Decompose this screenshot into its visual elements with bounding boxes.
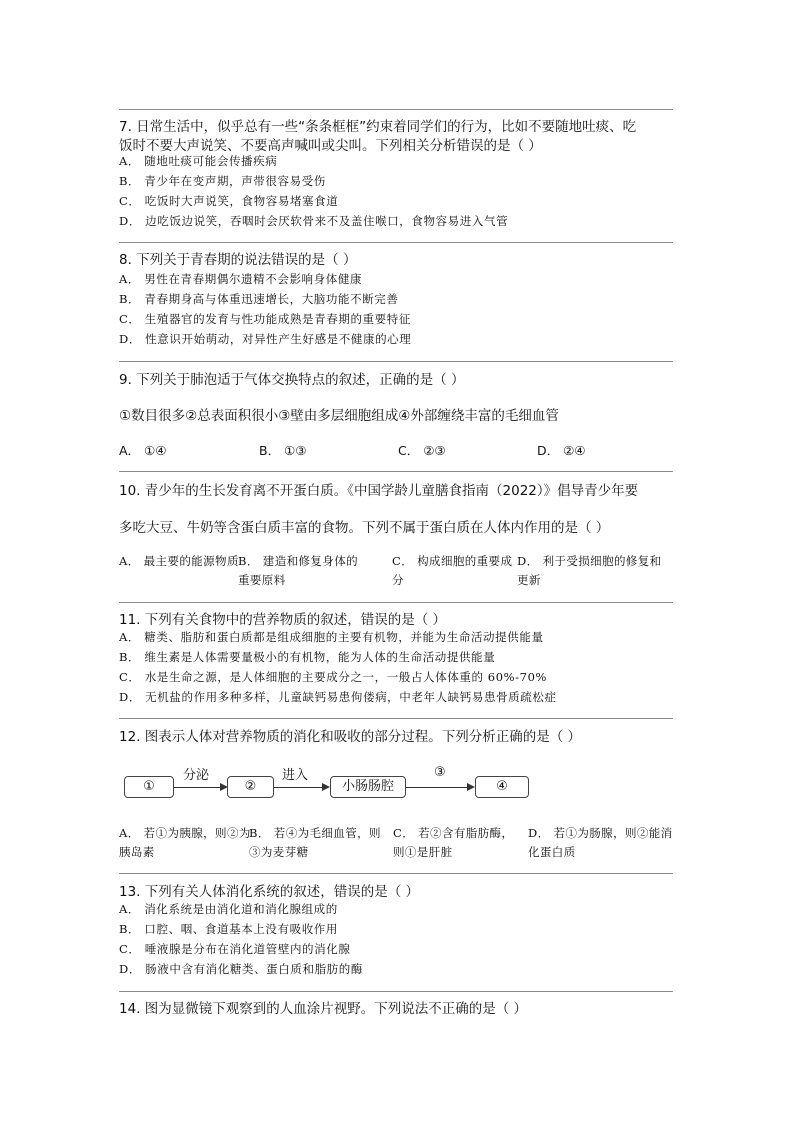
q8-option-d[interactable]: D． 性意识开始萌动，对异性产生好感是不健康的心理 bbox=[119, 332, 412, 346]
q14-stem: 14. 图为显微镜下观察到的人血涂片视野。下列说法不正确的是（ ） bbox=[119, 1001, 528, 1017]
q11-option-a[interactable]: A． 糖类、脂肪和蛋白质都是组成细胞的主要有机物，并能为生命活动提供能量 bbox=[119, 630, 544, 644]
diagram-box-2: ② bbox=[227, 776, 274, 798]
diagram-arrow-3 bbox=[406, 787, 473, 788]
divider bbox=[119, 873, 673, 874]
q9-option-c[interactable]: C． ②③ bbox=[398, 443, 446, 458]
divider bbox=[119, 242, 673, 243]
q10-option-a[interactable]: A． 最主要的能源物质 bbox=[119, 554, 239, 568]
q8-option-c[interactable]: C． 生殖器官的发育与性功能成熟是青春期的重要特征 bbox=[119, 312, 411, 326]
q10-stem-line2: 多吃大豆、牛奶等含蛋白质丰富的食物。下列不属于蛋白质在人体内作用的是（ ） bbox=[119, 520, 610, 536]
divider bbox=[119, 109, 673, 110]
q7-option-b[interactable]: B． 青少年在变声期，声带很容易受伤 bbox=[119, 174, 326, 188]
q7-option-a[interactable]: A． 随地吐痰可能会传播疾病 bbox=[119, 154, 278, 168]
q10-option-d[interactable]: D． 利于受损细胞的修复和更新 bbox=[517, 554, 662, 587]
q12-stem: 12. 图表示人体对营养物质的消化和吸收的部分过程。下列分析正确的是（ ） bbox=[119, 729, 582, 745]
diagram-arrow-1 bbox=[174, 787, 226, 788]
divider bbox=[119, 471, 673, 472]
q10-option-b[interactable]: B． 建造和修复身体的重要原料 bbox=[238, 554, 359, 587]
q8-option-a[interactable]: A． 男性在青春期偶尔遗精不会影响身体健康 bbox=[119, 272, 363, 286]
q8-stem: 8. 下列关于青春期的说法错误的是（ ） bbox=[119, 252, 357, 268]
q9-option-a[interactable]: A． ①④ bbox=[119, 443, 167, 458]
diagram-box-4: ④ bbox=[475, 776, 529, 798]
diagram-arrow-1-label: 分泌 bbox=[183, 768, 210, 783]
q12-option-a[interactable]: A． 若①为胰腺，则②为胰岛素 bbox=[119, 826, 251, 859]
divider bbox=[119, 991, 673, 992]
diagram-arrow-2 bbox=[274, 787, 328, 788]
q13-option-a[interactable]: A． 消化系统是由消化道和消化腺组成的 bbox=[119, 902, 338, 916]
q12-option-d[interactable]: D． 若①为肠腺，则②能消化蛋白质 bbox=[528, 826, 673, 859]
q11-option-b[interactable]: B． 维生素是人体需要量极小的有机物，能为人体的生命活动提供能量 bbox=[119, 650, 496, 664]
q13-stem: 13. 下列有关人体消化系统的叙述，错误的是（ ） bbox=[119, 884, 420, 900]
q13-option-c[interactable]: C． 唾液腺是分布在消化道管壁内的消化腺 bbox=[119, 942, 351, 956]
q7-option-c[interactable]: C． 吃饭时大声说笑，食物容易堵塞食道 bbox=[119, 194, 339, 208]
q7-stem-line2: 饭时不要大声说笑、不要高声喊叫或尖叫。下列相关分析错误的是（ ） bbox=[119, 138, 542, 154]
q13-option-b[interactable]: B． 口腔、咽、食道基本上没有吸收作用 bbox=[119, 922, 339, 936]
q13-option-d[interactable]: D． 肠液中含有消化糖类、蛋白质和脂肪的酶 bbox=[119, 962, 363, 976]
q10-stem-line1: 10. 青少年的生长发育离不开蛋白质。《中国学龄儿童膳食指南（2022）》倡导青少年要 bbox=[119, 483, 639, 499]
divider bbox=[119, 361, 673, 362]
q11-option-d[interactable]: D． 无机盐的作用多种多样，儿童缺钙易患佝偻病，中老年人缺钙易患骨质疏松症 bbox=[119, 690, 557, 704]
q9-features: ①数目很多②总表面积很小③壁由多层细胞组成④外部缠绕丰富的毛细血管 bbox=[119, 408, 559, 424]
q12-option-b[interactable]: B． 若④为毛细血管，则③为麦芽糖 bbox=[249, 826, 381, 859]
diagram-box-1: ① bbox=[124, 776, 174, 798]
q9-option-b[interactable]: B． ①③ bbox=[259, 443, 307, 458]
diagram-arrow-2-label: 进入 bbox=[282, 768, 309, 783]
q7-stem-line1: 7. 日常生活中，似乎总有一些“条条框框”约束着同学们的行为，比如不要随地吐痰、吃 bbox=[119, 119, 637, 135]
q9-option-d[interactable]: D． ②④ bbox=[537, 443, 586, 458]
divider bbox=[119, 602, 673, 603]
q11-option-c[interactable]: C． 水是生命之源，是人体细胞的主要成分之一，一般占人体体重的 60%-70% bbox=[119, 670, 548, 684]
diagram-box-3: 小肠肠腔 bbox=[330, 776, 406, 798]
q9-stem: 9. 下列关于肺泡适于气体交换特点的叙述，正确的是（ ） bbox=[119, 372, 465, 388]
diagram-arrow-3-label: ③ bbox=[434, 765, 446, 780]
q7-option-d[interactable]: D． 边吃饭边说笑，吞咽时会厌软骨来不及盖住喉口，食物容易进入气管 bbox=[119, 214, 509, 228]
q8-option-b[interactable]: B． 青春期身高与体重迅速增长，大脑功能不断完善 bbox=[119, 292, 399, 306]
q11-stem: 11. 下列有关食物中的营养物质的叙述，错误的是（ ） bbox=[119, 612, 447, 628]
q10-option-c[interactable]: C． 构成细胞的重要成分 bbox=[392, 554, 513, 587]
divider bbox=[119, 718, 673, 719]
q12-option-c[interactable]: C． 若②含有脂肪酶，则①是肝脏 bbox=[393, 826, 514, 859]
